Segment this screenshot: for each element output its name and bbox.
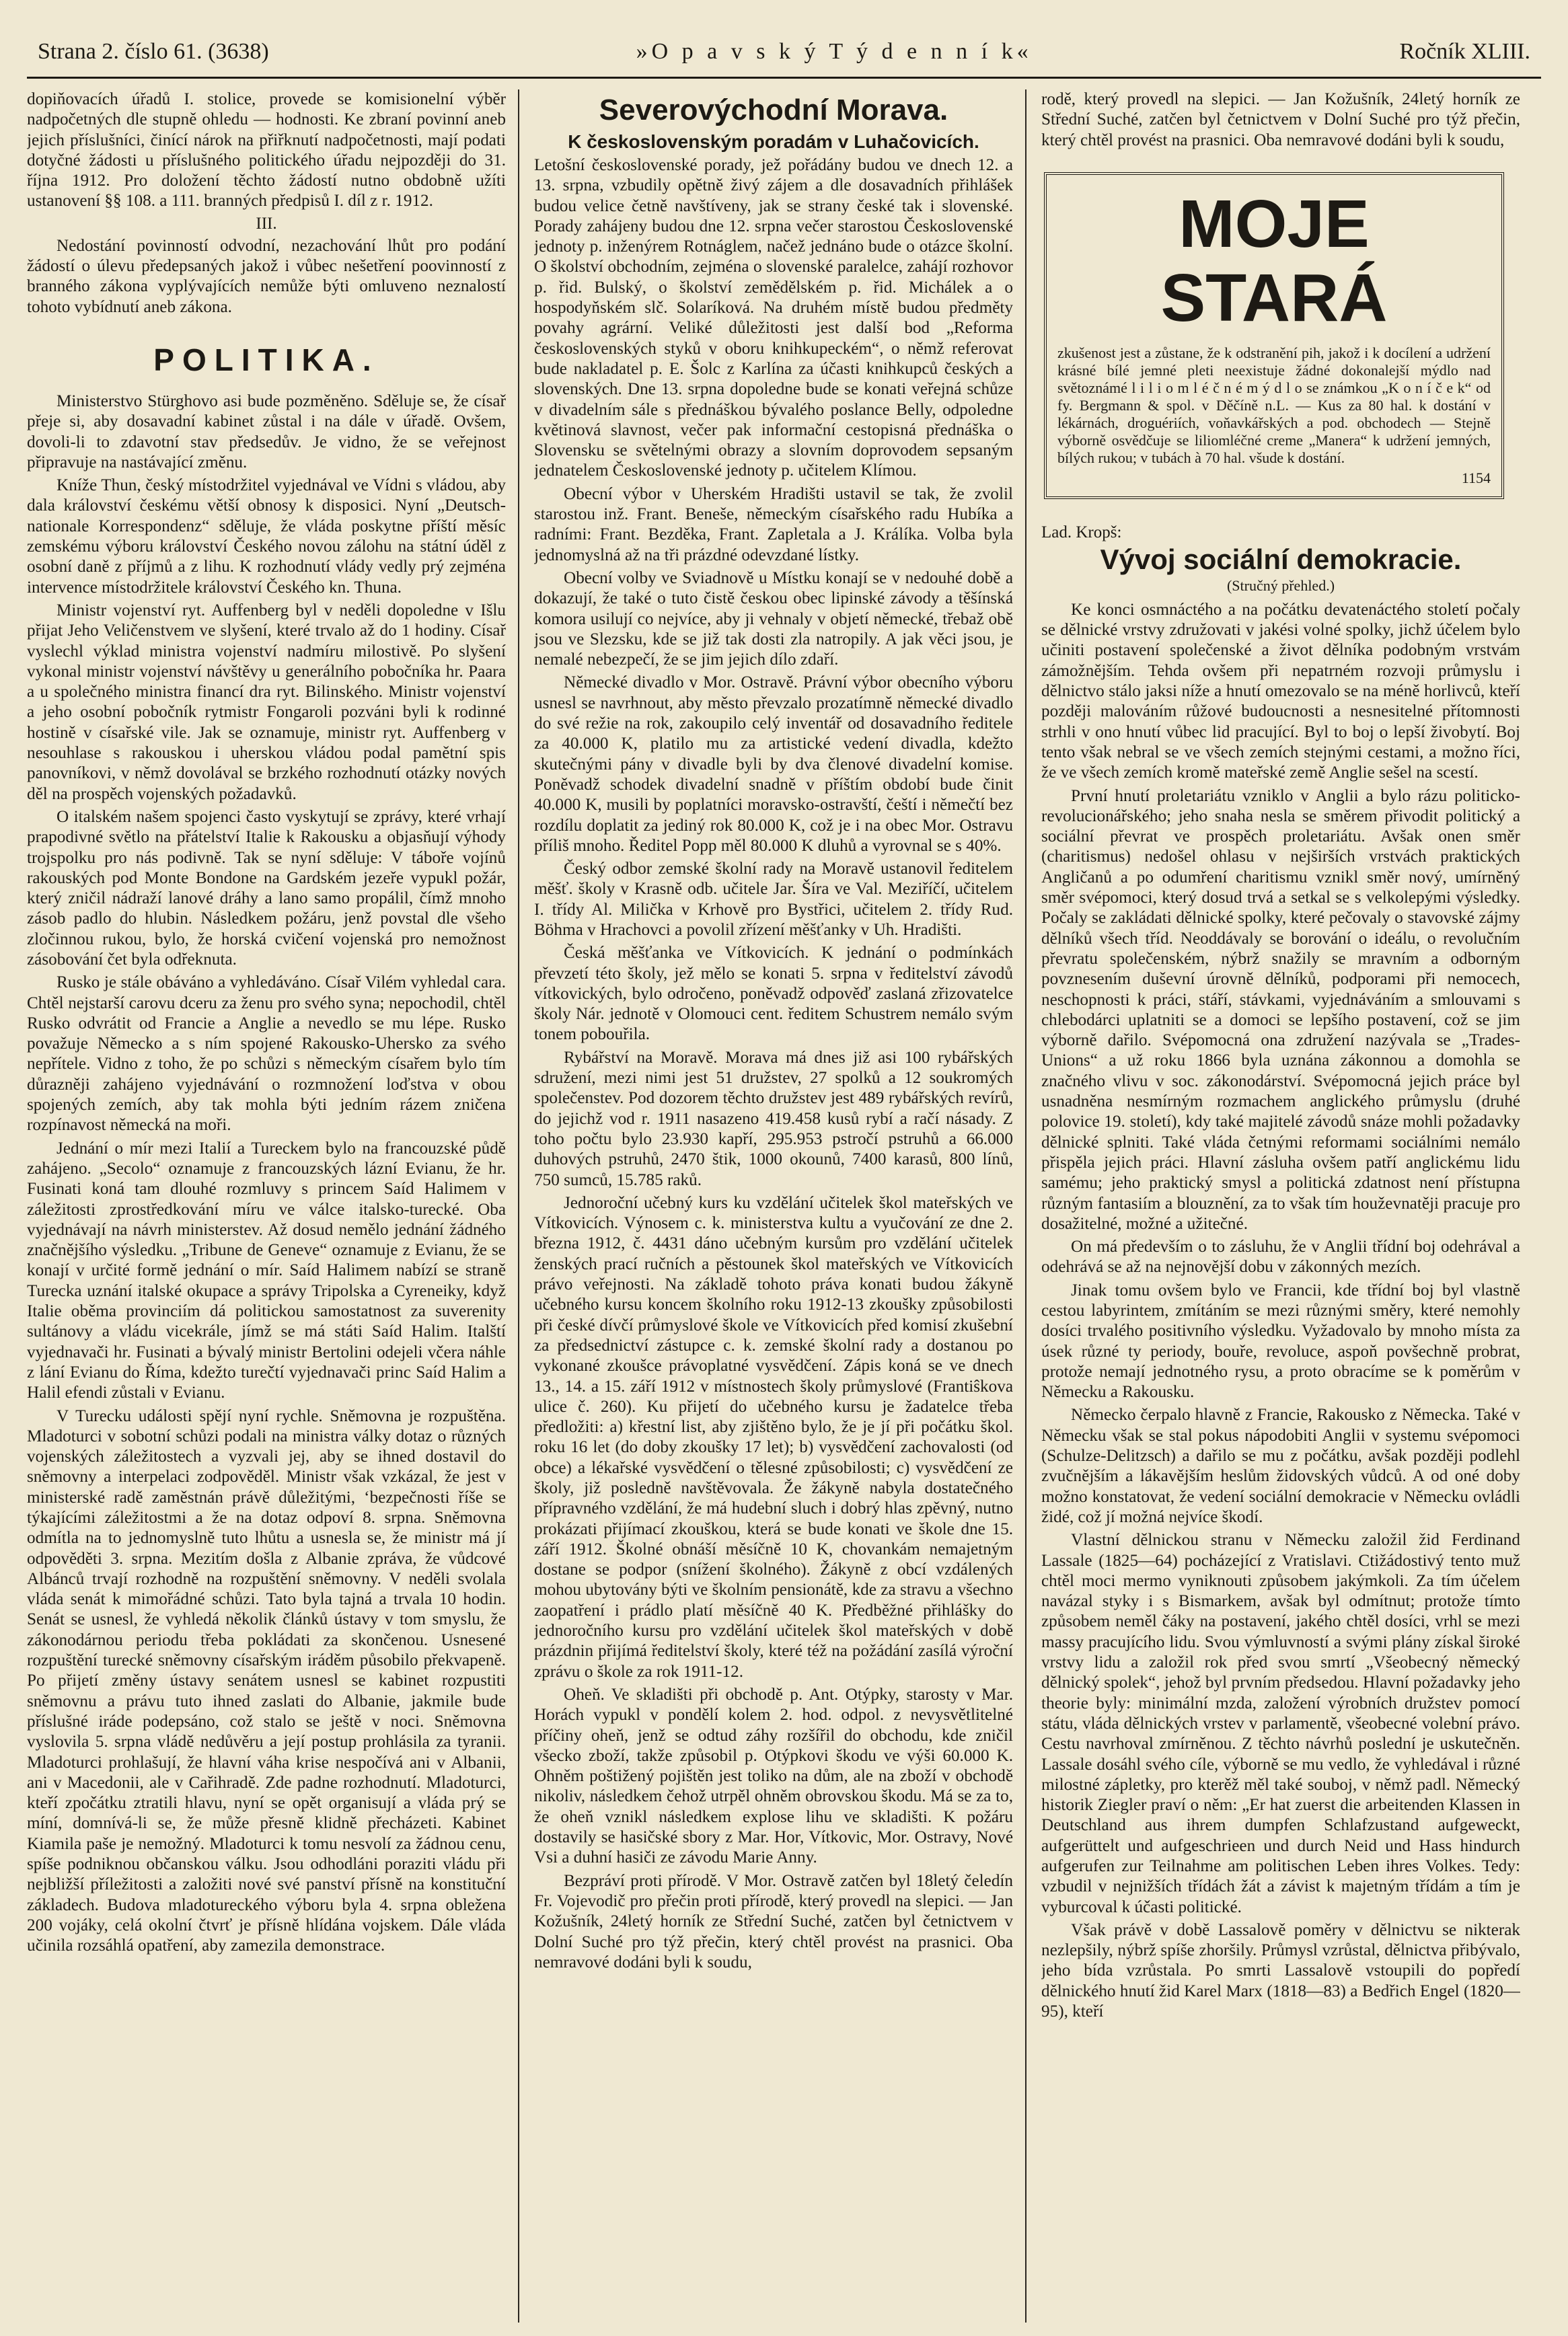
advertisement-text: zkušenost jest a zůstane, že k odstranění pih, jakož i k docílení a udržení krásné bílé jemné pleti neexistuje žádné dokonalejší mýdlo nad světoznámé l i l i o m l é č n é m ý d l o se známkou „K o n í č e k“ od fy. Bergmann & spol. v Děčíně n.L. — Kus za 80 hal. k dostání v lékárnách, droguériích, voňavkářských a pod. obchodech — Stejně výborně osvědčuje se liliomléčné creme „Manera“ k udržení jemných, bílých rukou; v tubách à 70 hal. všude k dostání. xyxy=(1057,344,1491,466)
paragraph: Však právě v době Lassalově poměry v dělnictvu se nikterak nezlepšily, nýbrž spíše zhoršily. Průmysl vzrůstal, dělnictva přibývalo, jeho bída vzrůstala. Po smrti Lassalově vstoupili do popředí dělnického hnutí žid Karel Marx (1818—83) a Bedřich Engel (1820—95), kteří xyxy=(1041,1920,1520,2021)
paragraph: Jednoroční učebný kurs ku vzdělání učitelek škol mateřských ve Vítkovicích. Výnosem c. k. ministerstva kultu a vyučování ze dne 2. března 1912, č. 4431 dáno učebným kursům pro vzdělání učitelek ženských prací ručních a pěstounek škol mateřských ve Vítkovicích právo veřejnosti. Na základě tohoto práva konati budou žákyně učebného kursu koncem školního roku 1912-13 zkoušky způsobilosti při české dívčí průmyslové škole ve Vítkovicích před komisí zkušební za předsednictví zástupce c. k. zemské školní rady a dostanou po vykonané zkoušce právoplatné vysvědčení. Zápis koná se ve dnech 13., 14. a 15. září 1912 v místnostech školy průmyslové (Frantiŝkova ulice č. 260). Ku přijetí do učebného kursu je žadatelce třeba předložiti: a) křestní list, aby zjištěno bylo, že je jí při počátku škol. roku 16 let (do doby zkoušky 17 let); b) vysvědčení zachovalosti (od obce) a lékařské vysvědčení o tělesné způsobilosti; c) vysvědčení ze školy, již posledně navštěvovala. Že žákyně nabyla dostatečného přípravného vzdělání, že má hudební sluch i dobrý hlas zpěvný, nutno prokázati přijímací zkouškou, která se bude konati ve škole dne 15. září 1912. Školné obnáší měsíčně 10 K, chovankám nemajetným dostane se podpor (snížení školného). Žákyně z obcí vzdálených mohou ubytovány býti ve školním pensionátě, kde za stravu a všechno zaopatření i prádlo platí měsíčně 40 K. Předběžné přihlášky do jednoročního kursu pro vzdělání učitelek škol mateřských v době prázdnin přijímá ředitelství školy, které též na požádání zasílá výroční zprávu o škole za rok 1911-12. xyxy=(534,1193,1013,1681)
column-2 xyxy=(534,89,1026,2323)
paragraph: Rybářství na Moravě. Morava má dnes již asi 100 rybářských sdružení, mezi nimi jest 51 družstev, 27 spolků a 12 soukromých společenstev. Pod dozorem těchto družstev jest 489 rybářských revírů, do jejichž vod r. 1911 nasazeno 419.458 kusů rybí a račí násady. Z toho počtu bylo 23.930 kapří, 295.953 pstročí pstruhů a 66.000 duhových pstruhů, 2470 štik, 1000 okounů, 7400 karasů, 800 línů, 750 sumců, 15.785 raků. xyxy=(534,1048,1013,1189)
section-heading-morava: Severovýchodní Morava. xyxy=(599,93,948,126)
paragraph: rodě, který provedl na slepici. — Jan Kožušník, 24letý horník ze Střední Suché, zatčen byl četnictvem v Dolní Suché pro týž přečin, který chtěl provést na prasnici. Oba nemravové dodáni byli k soudu, xyxy=(1041,90,1520,149)
paragraph: První hnutí proletariátu vzniklo v Anglii a bylo rázu politicko-revolucionářského; jeho snaha nesla se směrem přivodit politický a sociální převrat ve prospěch proletariátu. Avšak onen směr (charitismus) nedošel ohlasu v nejširších vrstvách praktických Angličanů a po odumření charitismu vznikl směr nový, umírněný směr svépomoci, který dosud trvá a setkal se s velkolepými výsledky. Počaly se zakládati dělnické spolky, které pečovaly o stavovské zájmy dělníků všech tříd. Neoddávaly se borování o ideálu, o revolučním převratu společenském, nýbrž snažily se mravním a odborným povznesením duševní úrovně dělníků, podporami při nemocech, neschopnosti k práci, stáří, stávkami, vyjednáváním a smlouvami s chlebodárci uplatniti se a domoci se lepšího postavení, což se jim výborně dařilo. Svépomocná ona združení nazývala se „Trades-Unions“ a už roku 1866 byla uznána zákonnou a domohla se značného vlivu v soc. zákonodárství. Svépomocná jejich práce byl usnadněna nesmírným rozmachem anglického průmyslu (druhé polovice 19. století), kdy také majitelé závodů snáze mohli požadavky dělnické splniti. Také vláda četnými reformami sociálními nemálo přispěla jejich práci. Hlavní zásluha ovšem patří anglickému lidu samému; jeho praktický smysl a politická zdatnost není přístupna různým fantasiím a blouznění, za to však tím houževnatěji pracuje pro dosažitelné, možné a užitečné. xyxy=(1041,786,1520,1233)
paragraph: Nedostání povinností odvodní, nezachování lhůt pro podání žádostí o úlevu předepsaných jakož i vůbec nešetření poovinností z branného zákona vyplývajících nemůže býti omluveno neznalostí tohoto vybídnutí aneb zákona. xyxy=(27,236,506,316)
paragraph: O italském našem spojenci často vyskytují se zprávy, které vrhají prapodivné světlo na přátelství Italie k Rakousku a objasňují výhody trojspolku pro nás podivně. Tak se nyní sděluje: V táboře vojínů rakouských pod Monte Bondone na Gardském jezeře vypukl požár, který zničil nádraží lanové dráhy a lano samo propálil, čímž mnoho zásob padlo do hlubin. Následkem požáru, jenž povstal dle všeho zločinnou rukou, bylo, že horská cvičení vojenská pro nemožnost zásobování čet byla odřeknuta. xyxy=(27,807,506,969)
paragraph: Jednání o mír mezi Italií a Tureckem bylo na francouzské půdě zahájeno. „Secolo“ oznamuje z francouzských lázní Evianu, že hr. Fusinati koná tam dlouhé rozmluvy s princem Saíd Halimem v záležitosti zprostředkování míru ve válce italsko-turecké. Oba vyjednávají na návrh ministerstev. Až dosud nemělo jednání žádného značnějšího výsledku. „Tribune de Geneve“ oznamuje z Evianu, že se konají v určité formě jednání o mír. Saíd Halimem nabízí se straně Turecka uznání italské okupace a správy Tripolska a Cyreneiky, když Italie oběma provinciím dá politickou samostatnost za suverenity sultánovy a vládu vicekrále, jímž se má státi Saíd Halim. Italští vyjednavači hr. Fusinati a bývalý ministr Bertolini odejeli včera náhle z lání Evianu do Říma, kdežto turečtí vyjednavači princ Saíd Halim a Halil efendi zůstali v Evianu. xyxy=(27,1139,506,1402)
article-subtitle: (Stručný přehled.) xyxy=(1226,576,1335,594)
volume: Ročník XLIII. xyxy=(1399,39,1530,64)
paragraph: V Turecku události spějí nyní rychle. Sněmovna je rozpuštěna. Mladoturci v sobotní schůzi podali na ministra války dotaz o různých vojenských záležitostech a vyzvali jej, aby se ihned dostavil do sněmovny a interpelaci zodpověděl. Ministr však vzkázal, že jest v ministerské radě zaměstnán právě důležitými, ‘bezpečnosti říše se týkajícími záležitostmi a že na dotaz odpoví 8. srpna. Sněmovna odmítla na to jednomyslně tuto lhůtu a usnesla se, že ministr má jí odpověděti 3. srpna. Mezitím došla z Albanie zpráva, že vůdcové Albánců trvají rozhodně na rozpuštění sněmovny. V neděli svolala vláda senát k mimořádné schůzi. Tato byla tajná a trvala 10 hodin. Senát se usnesl, že vyhledá několik článků ústavy v tom smyslu, že zákonodárnou periodu třeba pokládati za skončenou. Usnesené rozpuštění turecké sněmovny císařským iráděm působilo překvapeně. Po přijetí změny ústavy senátem usnesl se kabinet rozpustiti sněmovnu a právu tuto ihned zaslati do Albanie, jakmile bude příslušné iráde podepsáno, což stalo se ještě v noci. Sněmovna vyslovila 5. srpna vládě nedůvěru a její postup prohlásila za tyranii. Mladoturci prohlašují, že hlavní váha krise nespočívá ani v Albanii, ani v Macedonii, ale v Cařihradě. Zde padne rozhodnutí. Mladoturci, kteří zpočátku ztratili hlavu, nyní se opět organisují a vláda prý se míní, domnívá-li se, že může přesně klidně přecházeti. Kabinet Kiamila paše je nemožný. Mladoturci k tomu nesvolí za žádnou cenu, spíše podniknou občanskou válku. Jsou odhodláni poraziti vládu při nejbližší příležitosti a založiti nové své panství přísně na konstituční základech. Budova mladotureckého výboru byla 4. srpna obležena 200 vojáky, celá okolní čtvrť je přísně hlídána vojskem. Dále vláda učinila rozsáhlá opatření, aby zamezila demonstrace. xyxy=(27,1406,506,1955)
section-number: III. xyxy=(256,214,277,233)
advertisement-title: MOJE STARÁ xyxy=(1160,186,1388,336)
advertisement-number: 1154 xyxy=(1461,469,1491,486)
paragraph: Ministr vojenství ryt. Auffenberg byl v neděli dopoledne v Išlu přijat Jeho Veličenstvem ve slyšení, které trvalo až do 1 hodiny. Císař vyslechl výklad ministra vojenství nadmíru milostivě. Po slyšení vykonal ministr vojenství návštěvy u generálního pobočníka hr. Paara a u společného ministra financí dra ryt. Bilinského. Ministr vojenství a jeho osobní pobočník rytmistr Fongaroli pozváni byli k rodinné hostině v císařské vile. Jak se oznamuje, ministr ryt. Auffenberg v nesouhlase s rakouskou i uherskou vládou podal pamětní spis panovníkovi, v němž dovolával se brzkého rozhodnutí otázky nových děl na prospěch vojenských požadavků. xyxy=(27,601,506,803)
article-author: Lad. Kropš: xyxy=(1041,523,1122,541)
paragraph: Letošní československé porady, jež pořádány budou ve dnech 12. a 13. srpna, vzbudily opětně živý zájem a dle dosavadních přihlášek budou velice četně navštíveny, jak se strany české tak i slovenské. Porady zahájeny budou dne 12. srpna večer starostou Československé jednoty p. inženýrem Rotnáglem, načež jednáno bude o otázce školní. O školství obchodním, zejména o slovenské paralelce, zahájí rozhovor p. řid. Bulský, o školství zemědělském p. řid. Michálek a o hospodyňském slč. Solaríková. Na druhém místě budou předměty povahy agrární. Veliké důležitosti jest další bod „Reforma československých styků v oboru knihkupeckém“, o němž referovat bude nakladatel p. E. Šolc z Karlína za účasti knihkupců českých a slovenských. Dne 13. srpna dopoledne bude se konati veřejná schůze v divadelním sále s přednáškou bývalého poslance Belly, odpoledne květinová slavnost, večer pak informační cestopisná přednáška o Slovensku se světelnými obrazy a slovním doprovodem sepsaným jednatelem Československé jednoty p. učitelem Klímou. xyxy=(534,156,1013,480)
paragraph: Jinak tomu ovšem bylo ve Francii, kde třídní boj byl vlastně cestou labyrintem, zmítáním se mezi různými směry, které nemohly dosíci trvalého positivního výsledku. Vyžadovalo by mnoho místa za úsek různé ty periody, bouře, revoluce, aspoň povšechně probrat, protože nemají jednotného rysu, a proto obracíme se k poměrům v Německu a Rakousku. xyxy=(1041,1281,1520,1402)
paragraph: Český odbor zemské školní rady na Moravě ustanovil ředitelem měšť. školy v Krasně odb. učitele Jar. Šíra ve Val. Meziříčí, učitelem I. třídy Al. Milička v Krhově pro Bystřici, učitelem 2. třídy Rud. Böhma v Hrachovci a povolil zřízení měšťanky v Uh. Hradišti. xyxy=(534,860,1013,939)
paragraph: Ministerstvo Stürghovo asi bude pozměněno. Sděluje se, že císař přeje si, aby dosavadní kabinet zůstal i na dále v úřadě. Ovšem, dovoli-li to zdavotní stav předsedův. Je vidno, že se veřejnost připravuje na nastávající změnu. xyxy=(27,391,506,472)
paragraph: Česká měšťanka ve Vítkovicích. K jednání o podmínkách převzetí této školy, jež mělo se konati 5. srpna v ředitelství závodů vítkovických, bylo odročeno, poněvadž odpověď zaslaná zřizovatelce školy Nár. jednotě v Olomouci cent. ředitem Schustrem nemálo svým tonem pobouřila. xyxy=(534,944,1013,1044)
section-heading-politika: POLITIKA. xyxy=(153,342,379,377)
advertisement-box xyxy=(1044,172,1504,499)
paragraph: Německo čerpalo hlavně z Francie, Rakousko z Německa. Také v Německu však se stal pokus nápodobiti Anglii v systemu svépomoci (Schulze-Delitzsch) a dařilo se mu z počátku, avšak později podlehl zvučnějším a lákavějším heslům židovských vůdců. A od oné doby možno konstatovat, že vedení sociální demokracie v Německu ovládli židé, což jí možná nejvíce škodí. xyxy=(1041,1406,1520,1526)
page-header xyxy=(27,27,1541,79)
article-title: Vývoj sociální demokracie. xyxy=(1100,543,1462,575)
newspaper-name: »O p a v s k ý T ý d e n n í k« xyxy=(636,39,1033,64)
paragraph: Německé divadlo v Mor. Ostravě. Právní výbor obecního výboru usnesl se navrhnout, aby město převzalo prozatímně německé divadlo do své režie na rok, zakoupilo celý inventář od dosavadního ředitele za 40.000 K, platilo mu za artistické vedení divadla, kdežto skutečnými pány v divadle byli by dva členové divadelní komise. Poněvadž schodek divadelní snadně v příštím období bude činit 40.000 K, musili by poplatníci moravsko-ostravští, čeští i němečtí bez rozdílu doplatit za jediný rok 80.000 K, což je i na obec Mor. Ostravu příliš mnoho. Ředitel Popp měl 80.000 K dluhů a vyrovnal se s 40%. xyxy=(534,673,1013,855)
paragraph: Vlastní dělnickou stranu v Německu založil žid Ferdinand Lassale (1825—64) pocházející z Vratislavi. Ctižádostivý tento muž chtěl moci mermo vyniknouti způsobem jakýmkoli. Za tím účelem navázal styky i s Bismarkem, avšak byl odmítnut; protože tímto způsobem neměl čáky na postavení, jakého chtěl dosíci, vrhl se mezi massy pracujícího lidu. Svou výmluvností a svými plány získal široké vrstvy lidu a založil rok před svou smrtí „Všeobecný německý dělnický spolek“, jehož byl prvním předsedou. Hlavní požadavky jeho theorie byly: minimální mzda, založení výrobních družstev pomocí státu, vláda dělnických vrstev v parlamentě, všeobecné volební právo. Cestu navrhoval zmírněnou. Z těchto návrhů poslední je uskutečněn. Lassale dosáhl svého cíle, výborně se mu vedlo, že vyhledával i různé milostné zápletky, pro kterěž měl také souboj, v němž padl. Německý historik Ziegler praví o něm: „Er hat zuerst die arbeitenden Klassen in Deutschland aus ihrem dumpfen Schlafzustand aufgeweckt, aufgerüttelt und aufgeschrieen und durch Neid und Hass hindurch aufgerufen zur Teilnahme am politischen Leben ihres Volkes. Tedy: vzbudil v nejnižších třídách žát a závist k majetným třídám a tím je vyburcoval k účasti politické. xyxy=(1041,1531,1520,1916)
paragraph: dopiňovacích úřadů I. stolice, provede se komisionelní výběr nadpočetných dle stupně ohledu — hodnosti. Ke zbraní povinní aneb jejich příslušníci, činící nárok na přiřknutí nadpočetnosti, mají podati dotyčné žádosti u příslušného politického úřadu nejpozději do 31. října 1912. Pro doložení těchto žádostí nutno obdobně užíti ustanovení §§ 108. a 111. branných předpisů I. díl z r. 1912. xyxy=(27,90,506,211)
column-3 xyxy=(1041,89,1520,2323)
article-subheading: K československým poradám v Luhačovicích. xyxy=(568,131,979,152)
paragraph: Obecní volby ve Sviadnově u Místku konají se v nedouhé době a dokazují, že také o tuto čistě českou obec lipinské závody a těšínská komora usilují co nejvíce, aby ji vehnaly v objetí německé, třebaž obě jsou ve Slezsku, kde se již tak dosti zla natropily. A jak věci jsou, je nemalé nebezpečí, že se jim jejich dílo zdaří. xyxy=(534,568,1013,669)
column-1 xyxy=(27,89,519,2323)
paragraph: Rusko je stále obáváno a vyhledáváno. Císař Vilém vyhledal cara. Chtěl nejstarší carovu dceru za ženu pro svého syna; nepochodil, chtěl Rusko odvrátit od Francie a Anglie a nevedlo se mu lépe. Rusko považuje Německo a s ním spojené Rakousko-Uhersko za svého nepřítele. Vidno z toho, že po schůzi s německým císařem bylo tím důrazněji zahájeno vyjednávání o rozmnožení loďstva v obou spojených zemích, aby tak mohla býti jedním rázem zničena rozpínavost německá na moři. xyxy=(27,973,506,1135)
paragraph: On má především o to zásluhu, že v Anglii třídní boj odehrával a odehrává se až na nejnovější dobu v zákonných mezích. xyxy=(1041,1238,1520,1277)
paragraph: Bezpráví proti přírodě. V Mor. Ostravě zatčen byl 18letý čeledín Fr. Vojevodič pro přečin proti přírodě, který provedl na slepici. — Jan Kožušník, 24letý horník ze Střední Suché, zatčen byl četnictvem v Dolní Suché pro týž přečin, který chtěl provést na prasnici. Oba nemravové dodáni byli k soudu, xyxy=(534,1871,1013,1971)
paragraph: Ke konci osmnáctého a na počátku devatenáctého století počaly se dělnické vrstvy združovati v jakési volné spolky, jichž účelem bylo učiniti postavení společenské a život dělníka podobným vrstvám zámožnějším. Tehda ovšem při nepatrném rozvoji průmyslu i dělnictvo stálo jaksi níže a hnutí omezovalo se na méně horlivců, kteří později malováním růžové budoucnosti a nesnesitelné přítomnosti strhli v ono hnutí vůbec lid pracující. Byl to boj o lepší živobytí. Boj tento však nebral se ve všech zemích stejnými cestami, a možno říci, že ve všech zemích kromě mateřské země Anglie sešel na scestí. xyxy=(1041,600,1520,782)
page-number: Strana 2. číslo 61. (3638) xyxy=(38,39,269,64)
paragraph: Obecní výbor v Uherském Hradišti ustavil se tak, že zvolil starostou inž. Frant. Beneše, německým císařského radu Hubíka a radními: Frant. Bezděka, Frant. Zapletala a J. Králíka. Volba byla jednomyslná až na tři prázdné odevzdané lístky. xyxy=(534,484,1013,564)
paragraph: Kníže Thun, český místodržitel vyjednával ve Vídni s vládou, aby dala království českému větší obnosy k disposici. Nyní „Deutsch-nationale Korrespondenz“ sděluje, že vláda poskytne příští měsíc zemskému výboru království Českého novou zálohu na státní úděl z osobní daně z příjmů a z lihu. K rozhodnutí vlády vedly prý zejména intervence místodržitele království Českého kn. Thuna. xyxy=(27,476,506,597)
paragraph: Oheň. Ve skladišti při obchodě p. Ant. Otýpky, starosty v Mar. Horách vypukl v pondělí kolem 2. hod. odpol. z nevysvětlitelné příčiny oheň, jenž se odtud záhy rozšířil do obchodu, kde zničil všecko zboží, takže způsobil p. Otýpkovi škodu ve výši 60.000 K. Ohněm poštižený pojištěn jest toliko na dům, ale na zboží v obchodě nikoliv, následkem čehož utrpěl ohněm obrovskou škodu. Má se za to, že oheň vznikl následkem explose lihu ve skladišti. K požáru dostavily se hasičské sbory z Mar. Hor, Vítkovic, Mor. Ostravy, Nové Vsi a duhní hasiči ze závodu Marie Anny. xyxy=(534,1685,1013,1867)
